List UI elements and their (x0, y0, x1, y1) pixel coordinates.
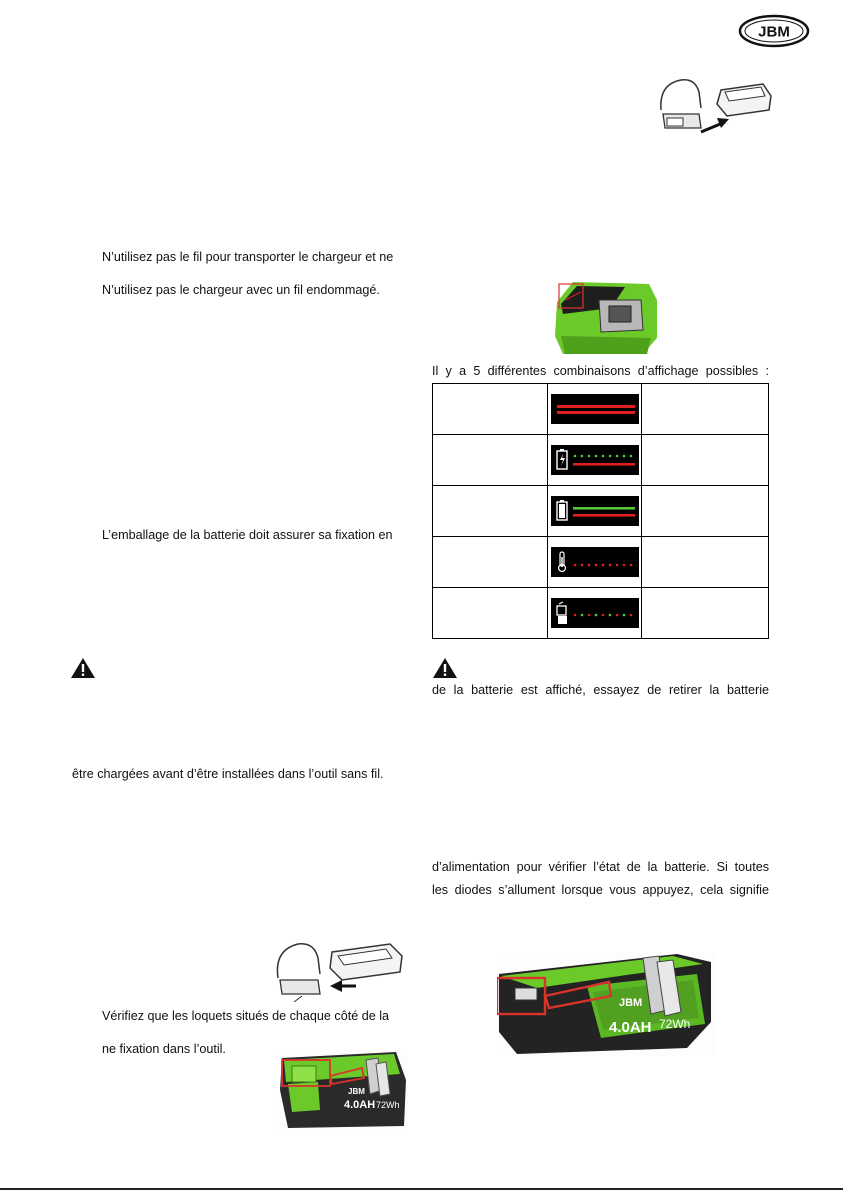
battery-photo-large (497, 952, 715, 1056)
table-row (433, 486, 769, 537)
battery-energy-label: 72Wh (659, 1017, 691, 1031)
battery-insertion-illustration (272, 938, 408, 1002)
battery-photo-small (278, 1050, 408, 1130)
display-full (551, 496, 639, 526)
display-error (551, 598, 639, 628)
text-line: les diodes s’allument lorsque vous appuyez, cela signifie (432, 883, 769, 897)
display-combinations-table (432, 383, 769, 639)
jbm-logo (738, 14, 810, 48)
display-charging (551, 445, 639, 475)
text-line: ne fixation dans l’outil. (102, 1042, 226, 1056)
battery-energy-label: 72Wh (376, 1100, 400, 1110)
text-line: être chargées avant d’être installées dans l’outil sans fil. (72, 767, 384, 781)
battery-brand-label: JBM (619, 997, 643, 1009)
table-row (433, 588, 769, 639)
logo-text: JBM (758, 23, 790, 41)
battery-capacity-label: 4.0AH (609, 1019, 652, 1036)
text-line: Vérifiez que les loquets situés de chaque côté de la (102, 1009, 390, 1023)
text-line: d’alimentation pour vérifier l’état de la batterie. Si toutes (432, 860, 769, 874)
text-line: N’utilisez pas le fil pour transporter le chargeur et ne (102, 250, 394, 264)
battery-capacity-label: 4.0AH (344, 1099, 376, 1111)
table-row (433, 537, 769, 588)
battery-brand-label: JBM (348, 1087, 365, 1096)
warning-icon (432, 657, 458, 679)
table-row (433, 435, 769, 486)
text-line: L’emballage de la batterie doit assurer sa fixation en (102, 528, 393, 542)
battery-removal-illustration (655, 70, 775, 142)
display-temperature (551, 547, 639, 577)
text-line: de la batterie est affiché, essayez de retirer la batterie (432, 683, 769, 697)
display-intro: Il y a 5 différentes combinaisons d’affichage possibles : (432, 364, 769, 378)
page-bottom-rule (0, 1188, 843, 1190)
warning-icon (70, 657, 96, 679)
text-line: N’utilisez pas le chargeur avec un fil endommagé. (102, 283, 380, 297)
table-row (433, 384, 769, 435)
charger-photo (553, 274, 659, 356)
display-red-double-line (551, 394, 639, 424)
